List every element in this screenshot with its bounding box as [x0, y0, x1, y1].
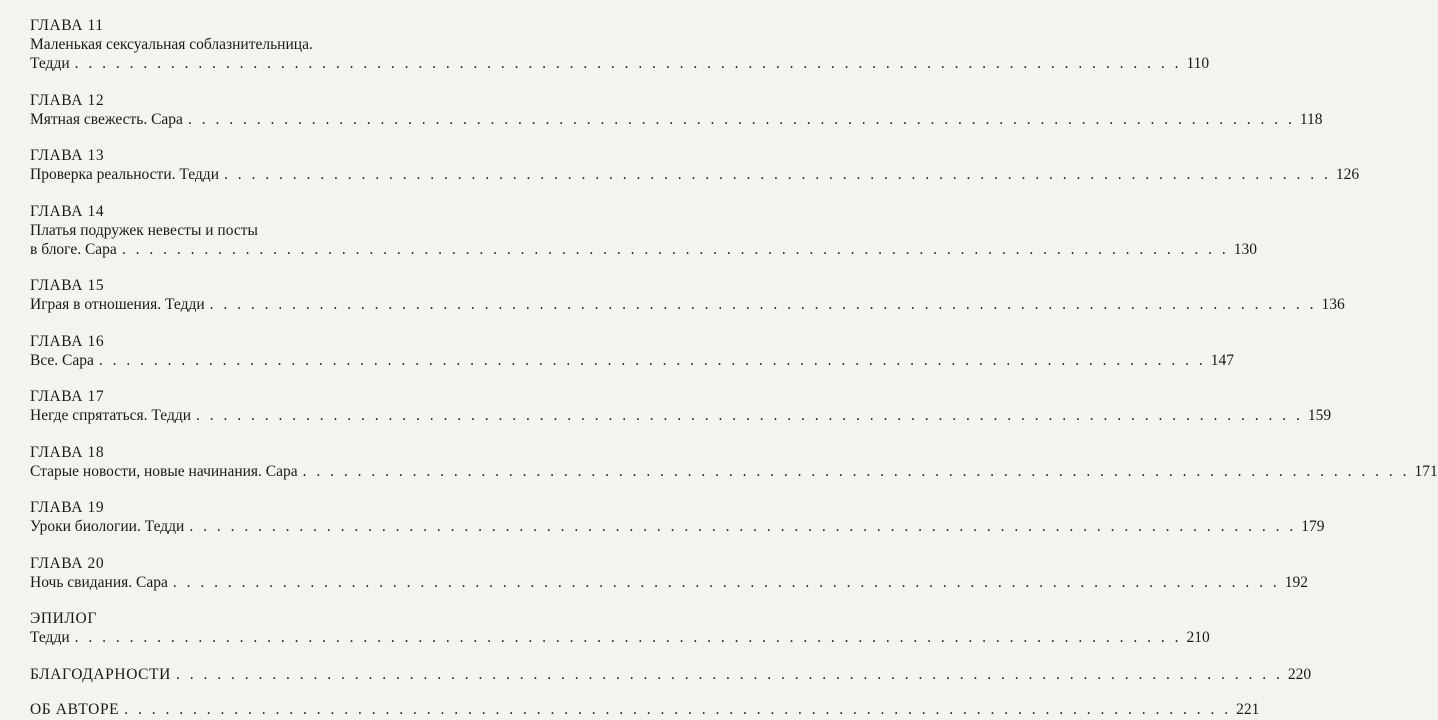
- chapter-heading: ГЛАВА 13: [30, 147, 105, 164]
- toc-entry-epilogue: [30, 609, 1210, 648]
- toc-entry-chapter-19: [30, 498, 1325, 537]
- chapter-title-line: Маленькая сексуальная соблазнительница.: [30, 36, 313, 53]
- toc-entry-chapter-12: [30, 91, 1323, 130]
- page-number: 110: [1186, 55, 1210, 72]
- page-number: 192: [1284, 573, 1308, 591]
- toc-entry-chapter-13: [30, 146, 1360, 185]
- acknowledgements-title: БЛАГОДАРНОСТИ: [30, 665, 171, 683]
- page-number: 159: [1307, 407, 1332, 424]
- toc-entry-chapter-18: [30, 443, 1438, 482]
- toc-entry-chapter-20: [30, 554, 1308, 593]
- chapter-title: Все. Сара: [30, 351, 94, 369]
- chapter-heading: ГЛАВА 19: [30, 499, 105, 516]
- toc-entry-chapter-15: [30, 276, 1345, 315]
- dot-leader: [75, 628, 1182, 648]
- dot-leader: [189, 517, 1296, 537]
- chapter-title-line: Платья подружек невесты и посты: [30, 221, 258, 239]
- page-number: 126: [1335, 166, 1360, 183]
- chapter-heading: ГЛАВА 16: [30, 332, 105, 350]
- chapter-heading: ГЛАВА 20: [30, 554, 105, 572]
- toc-line[interactable]: [30, 110, 1323, 130]
- chapter-heading: ГЛАВА 14: [30, 202, 105, 220]
- toc-line[interactable]: [30, 165, 1360, 185]
- dot-leader: [99, 351, 1206, 371]
- toc-entry-about-author: [30, 700, 1260, 720]
- page-number: 130: [1233, 240, 1257, 258]
- dot-leader: [124, 700, 1231, 720]
- toc-line[interactable]: [30, 700, 1260, 720]
- chapter-title: Ночь свидания. Сара: [30, 573, 168, 591]
- toc-entry-chapter-17: [30, 387, 1332, 426]
- epilogue-heading: ЭПИЛОГ: [30, 610, 97, 627]
- page-number: 220: [1287, 665, 1312, 683]
- toc-line[interactable]: [30, 573, 1308, 593]
- toc-entry-chapter-16: [30, 332, 1235, 371]
- chapter-title: Мятная свежесть. Сара: [30, 110, 183, 128]
- chapter-heading: ГЛАВА 12: [30, 91, 105, 109]
- page-number: 118: [1299, 110, 1323, 128]
- toc-line[interactable]: [30, 295, 1345, 315]
- chapter-title-last-line: Тедди: [30, 55, 70, 72]
- dot-leader: [303, 462, 1410, 482]
- chapter-title: Уроки биологии. Тедди: [30, 518, 185, 535]
- toc-line[interactable]: [30, 351, 1235, 371]
- toc-line[interactable]: [30, 628, 1210, 648]
- toc-line[interactable]: [30, 406, 1332, 426]
- toc-line[interactable]: [30, 240, 1257, 260]
- toc-entry-chapter-14: [30, 202, 1257, 260]
- dot-leader: [224, 165, 1331, 185]
- dot-leader: [75, 54, 1182, 74]
- chapter-title: Проверка реальности. Тедди: [30, 166, 219, 183]
- page-number: 179: [1301, 518, 1325, 535]
- about-author-title: ОБ АВТОРЕ: [30, 701, 120, 718]
- page-number: 136: [1321, 296, 1345, 313]
- chapter-title: Негде спрятаться. Тедди: [30, 407, 192, 424]
- toc-line[interactable]: [30, 517, 1325, 537]
- epilogue-title: Тедди: [30, 629, 70, 646]
- page-number: 171: [1414, 462, 1438, 480]
- chapter-heading: ГЛАВА 18: [30, 443, 105, 461]
- dot-leader: [196, 406, 1303, 426]
- chapter-title: Старые новости, новые начинания. Сара: [30, 462, 298, 480]
- chapter-heading: ГЛАВА 17: [30, 388, 105, 405]
- toc-line[interactable]: [30, 665, 1312, 685]
- chapter-heading: ГЛАВА 15: [30, 277, 105, 294]
- dot-leader: [173, 573, 1280, 593]
- page-number: 147: [1210, 351, 1235, 369]
- toc-entry-acknowledgements: [30, 665, 1312, 685]
- toc-line[interactable]: [30, 54, 1210, 74]
- dot-leader: [210, 295, 1317, 315]
- chapter-title-last-line: в блоге. Сара: [30, 240, 117, 258]
- dot-leader: [176, 665, 1283, 685]
- chapter-heading: ГЛАВА 11: [30, 17, 104, 34]
- dot-leader: [122, 240, 1229, 260]
- dot-leader: [188, 110, 1295, 130]
- page-number: 221: [1236, 701, 1260, 718]
- toc-line[interactable]: [30, 462, 1438, 482]
- chapter-title: Играя в отношения. Тедди: [30, 296, 205, 313]
- page-number: 210: [1186, 629, 1210, 646]
- toc-entry-chapter-11: [30, 16, 1210, 74]
